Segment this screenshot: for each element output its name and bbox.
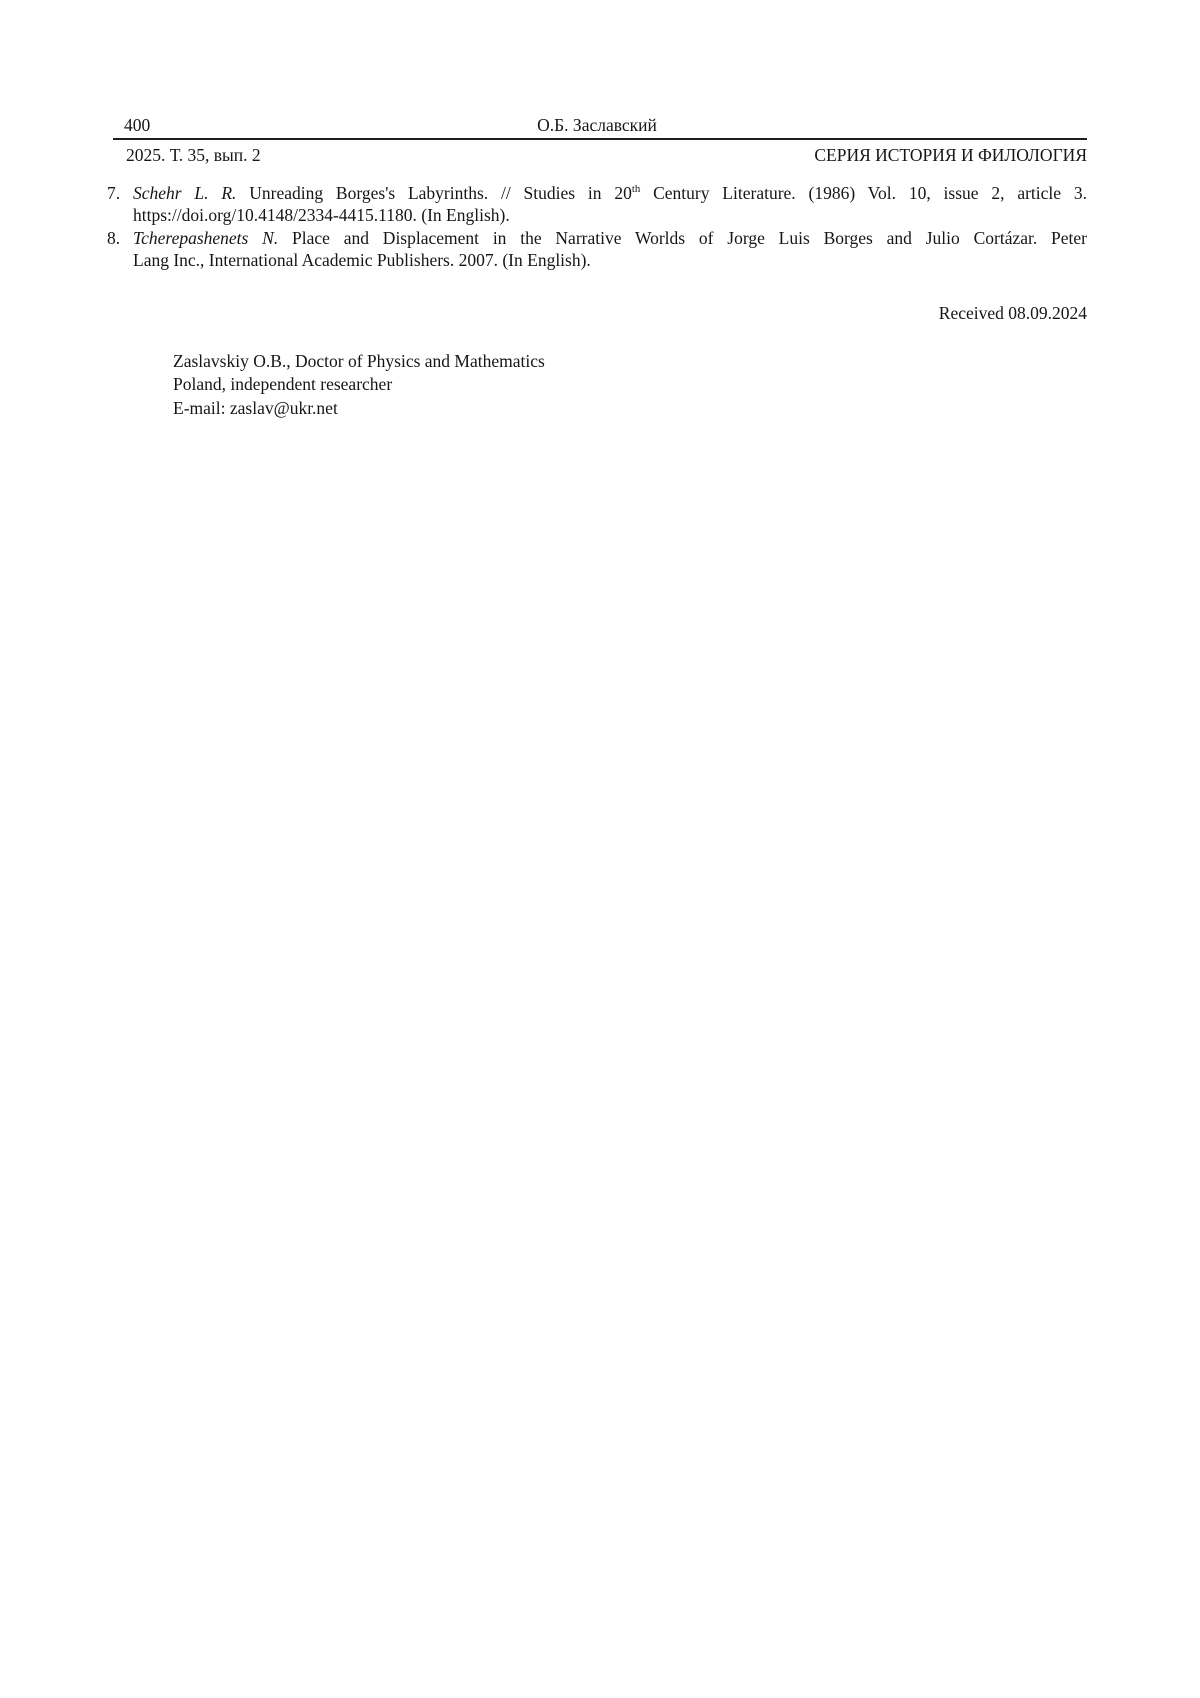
references-list (107, 182, 1087, 272)
author-name-degree: Zaslavskiy O.B., Doctor of Physics and Mathematics (173, 350, 545, 371)
reference-line (133, 249, 1087, 271)
page-header-row-1 (107, 114, 1087, 136)
reference-item-7 (107, 182, 1087, 227)
reference-segment: Century Literature. (1986) Vol. 10, issue 2, article 3. (640, 183, 1087, 203)
reference-author-italic: Schehr L. R. (133, 183, 237, 203)
reference-item-8 (107, 227, 1087, 272)
doi-url: https://doi.org/10.4148/2334-4415.1180. (In English). (133, 205, 510, 226)
running-author-title: О.Б. Заславский (537, 115, 657, 135)
reference-segment: Lang Inc., International Academic Publishers. 2007. (In English). (133, 250, 591, 271)
reference-line (133, 227, 1087, 249)
author-affiliation: Poland, independent researcher (173, 374, 393, 395)
page-header-row-2 (107, 144, 1087, 166)
page-number: 400 (124, 115, 151, 135)
header-divider-rule (113, 138, 1087, 140)
reference-number: 8. (107, 227, 121, 248)
series-title: СЕРИЯ ИСТОРИЯ И ФИЛОЛОГИЯ (814, 145, 1087, 165)
reference-number: 7. (107, 183, 121, 203)
received-note: Received 08.09.2024 (938, 302, 1087, 323)
reference-text (133, 182, 1087, 227)
reference-line (133, 204, 1087, 226)
reference-author-italic: Tcherepashenets N. (133, 227, 279, 248)
superscript-ordinal: th (631, 183, 641, 196)
issue-info: 2025. Т. 35, вып. 2 (126, 145, 261, 165)
author-email: E-mail: zaslav@ukr.net (173, 397, 338, 418)
reference-text (133, 227, 1087, 272)
reference-segment: Place and Displacement in the Narrative Worlds of Jorge Luis Borges and Julio Cortázar. Peter (278, 227, 1087, 248)
document-page (107, 0, 1087, 420)
reference-segment: Unreading Borges's Labyrinths. // Studies in 20 (236, 183, 632, 203)
reference-line (133, 182, 1087, 204)
author-info-block (173, 350, 1087, 421)
